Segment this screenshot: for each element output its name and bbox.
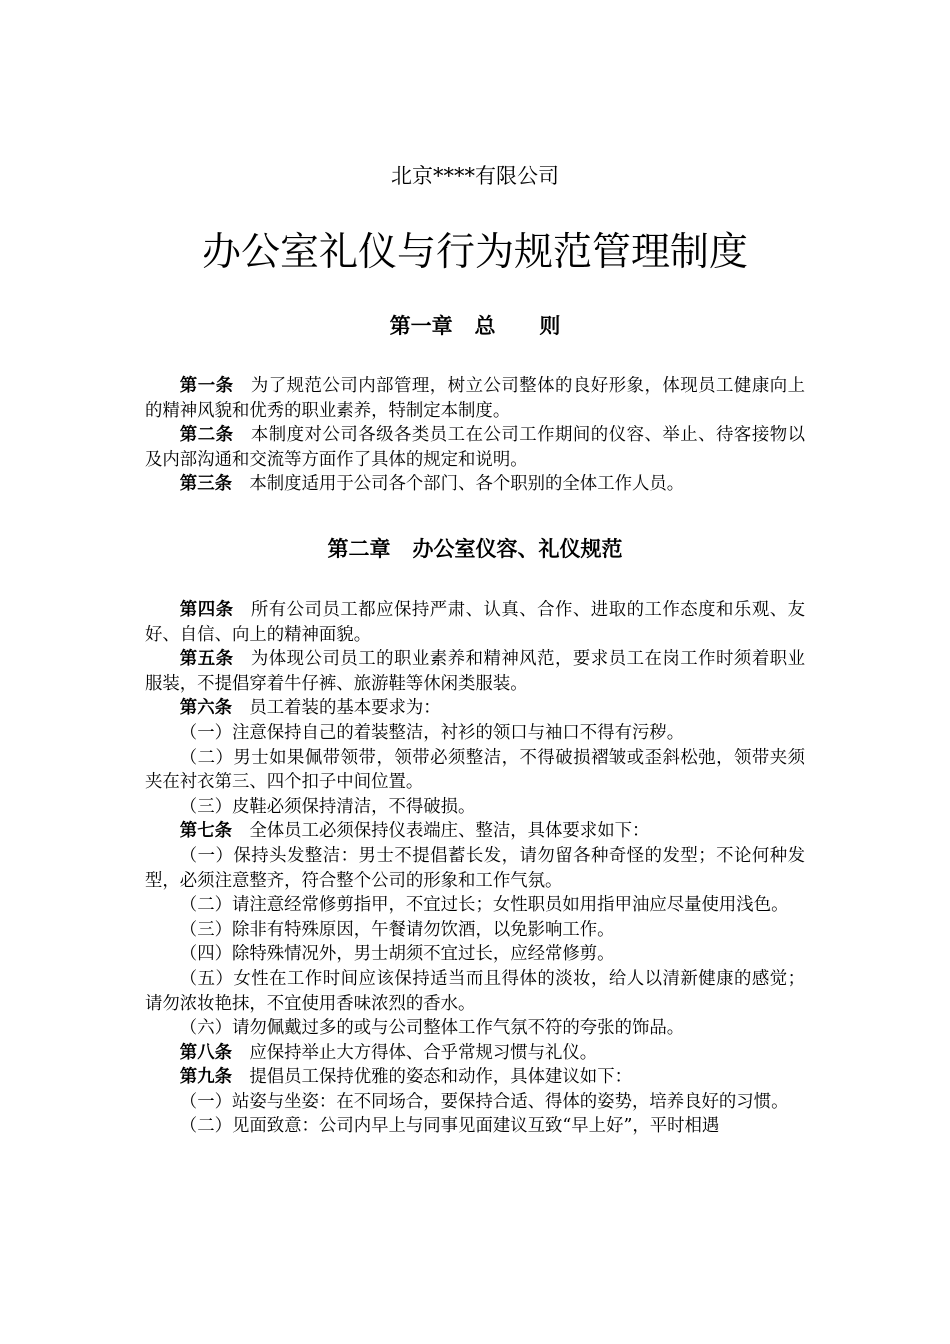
article-label: 第二条 (179, 425, 234, 446)
article-text: （二）男士如果佩带领带，领带必须整洁，不得破损褶皱或歪斜松弛，领带夹须夹在衬衣第三、四个扣子中间位置。 (145, 747, 805, 793)
article-text: 所有公司员工都应保持严肃、认真、合作、进取的工作态度和乐观、友好、自信、向上的精神面貌。 (145, 600, 805, 645)
article-text: （二）见面致意：公司内早上与同事见面建议互致“早上好”，平时相遇 (179, 1116, 720, 1137)
article-paragraph (145, 1114, 805, 1139)
article-paragraph (145, 472, 805, 497)
article-text: （六）请勿佩戴过多的或与公司整体工作气氛不符的夸张的饰品。 (179, 1018, 685, 1039)
article-paragraph (145, 1016, 805, 1041)
article-label: 第七条 (179, 821, 232, 842)
chapter-2-body (145, 598, 805, 1139)
article-paragraph (145, 1065, 805, 1090)
article-label: 第九条 (179, 1067, 232, 1088)
article-paragraph (145, 423, 805, 472)
article-text: （五）女性在工作时间应该保持适当而且得体的淡妆，给人以清新健康的感觉；请勿浓妆艳抹，不宜使用香味浓烈的香水。 (145, 968, 805, 1014)
document-title: 办公室礼仪与行为规范管理制度 (201, 230, 748, 275)
article-paragraph (145, 819, 805, 844)
article-text: （一）站姿与坐姿：在不同场合，要保持合适、得体的姿势，培养良好的习惯。 (179, 1091, 789, 1112)
article-text: （三）除非有特殊原因，午餐请勿饮酒，以免影响工作。 (179, 919, 615, 940)
article-text: 为了规范公司内部管理，树立公司整体的良好形象，体现员工健康向上的精神风貌和优秀的职业素养，特制定本制度。 (145, 376, 805, 421)
article-label: 第一条 (179, 376, 234, 396)
article-text: 提倡员工保持优雅的姿态和动作，具体建议如下： (249, 1067, 632, 1088)
company-name: 北京****有限公司 (391, 164, 559, 188)
article-paragraph (145, 795, 805, 820)
chapter-1-body (145, 374, 805, 497)
article-text: 全体员工必须保持仪表端庄、整洁，具体要求如下： (249, 821, 650, 842)
chapter-heading-1: 第一章 总 则 (389, 314, 561, 338)
article-text: 员工着装的基本要求为： (249, 698, 441, 719)
article-text: 本制度对公司各级各类员工在公司工作期间的仪容、举止、待客接物以及内部沟通和交流等方面作了具体的规定和说明。 (145, 425, 805, 470)
article-label: 第三条 (179, 474, 232, 495)
article-paragraph (145, 374, 805, 423)
article-paragraph (145, 1041, 805, 1066)
article-text: （三）皮鞋必须保持清洁，不得破损。 (179, 796, 476, 817)
article-paragraph (145, 1090, 805, 1115)
article-label: 第八条 (179, 1042, 232, 1063)
article-paragraph (145, 746, 805, 795)
chapter-heading-2: 第二章 办公室仪容、礼仪规范 (327, 537, 623, 561)
article-paragraph (145, 967, 805, 1016)
article-paragraph (145, 942, 805, 967)
article-paragraph (145, 647, 805, 696)
article-paragraph (145, 893, 805, 918)
article-text: 本制度适用于公司各个部门、各个职别的全体工作人员。 (249, 474, 685, 495)
article-paragraph (145, 696, 805, 721)
article-label: 第五条 (179, 649, 234, 670)
article-label: 第四条 (179, 600, 234, 620)
article-paragraph (145, 918, 805, 943)
article-text: （四）除特殊情况外，男士胡须不宜过长，应经常修剪。 (179, 944, 615, 965)
article-text: 应保持举止大方得体、合乎常规习惯与礼仪。 (249, 1042, 598, 1063)
article-text: 为体现公司员工的职业素养和精神风范，要求员工在岗工作时须着职业服装，不提倡穿着牛仔裤、旅游鞋等休闲类服装。 (145, 649, 805, 694)
article-text: （一）保持头发整洁：男士不提倡蓄长发，请勿留各种奇怪的发型；不论何种发型，必须注意整齐，符合整个公司的形象和工作气氛。 (145, 845, 805, 891)
article-paragraph (145, 598, 805, 647)
article-label: 第六条 (179, 698, 232, 719)
article-paragraph (145, 721, 805, 746)
article-paragraph (145, 844, 805, 893)
article-text: （二）请注意经常修剪指甲，不宜过长；女性职员如用指甲油应尽量使用浅色。 (179, 895, 789, 916)
article-text: （一）注意保持自己的着装整洁，衬衫的领口与袖口不得有污秽。 (179, 722, 685, 743)
